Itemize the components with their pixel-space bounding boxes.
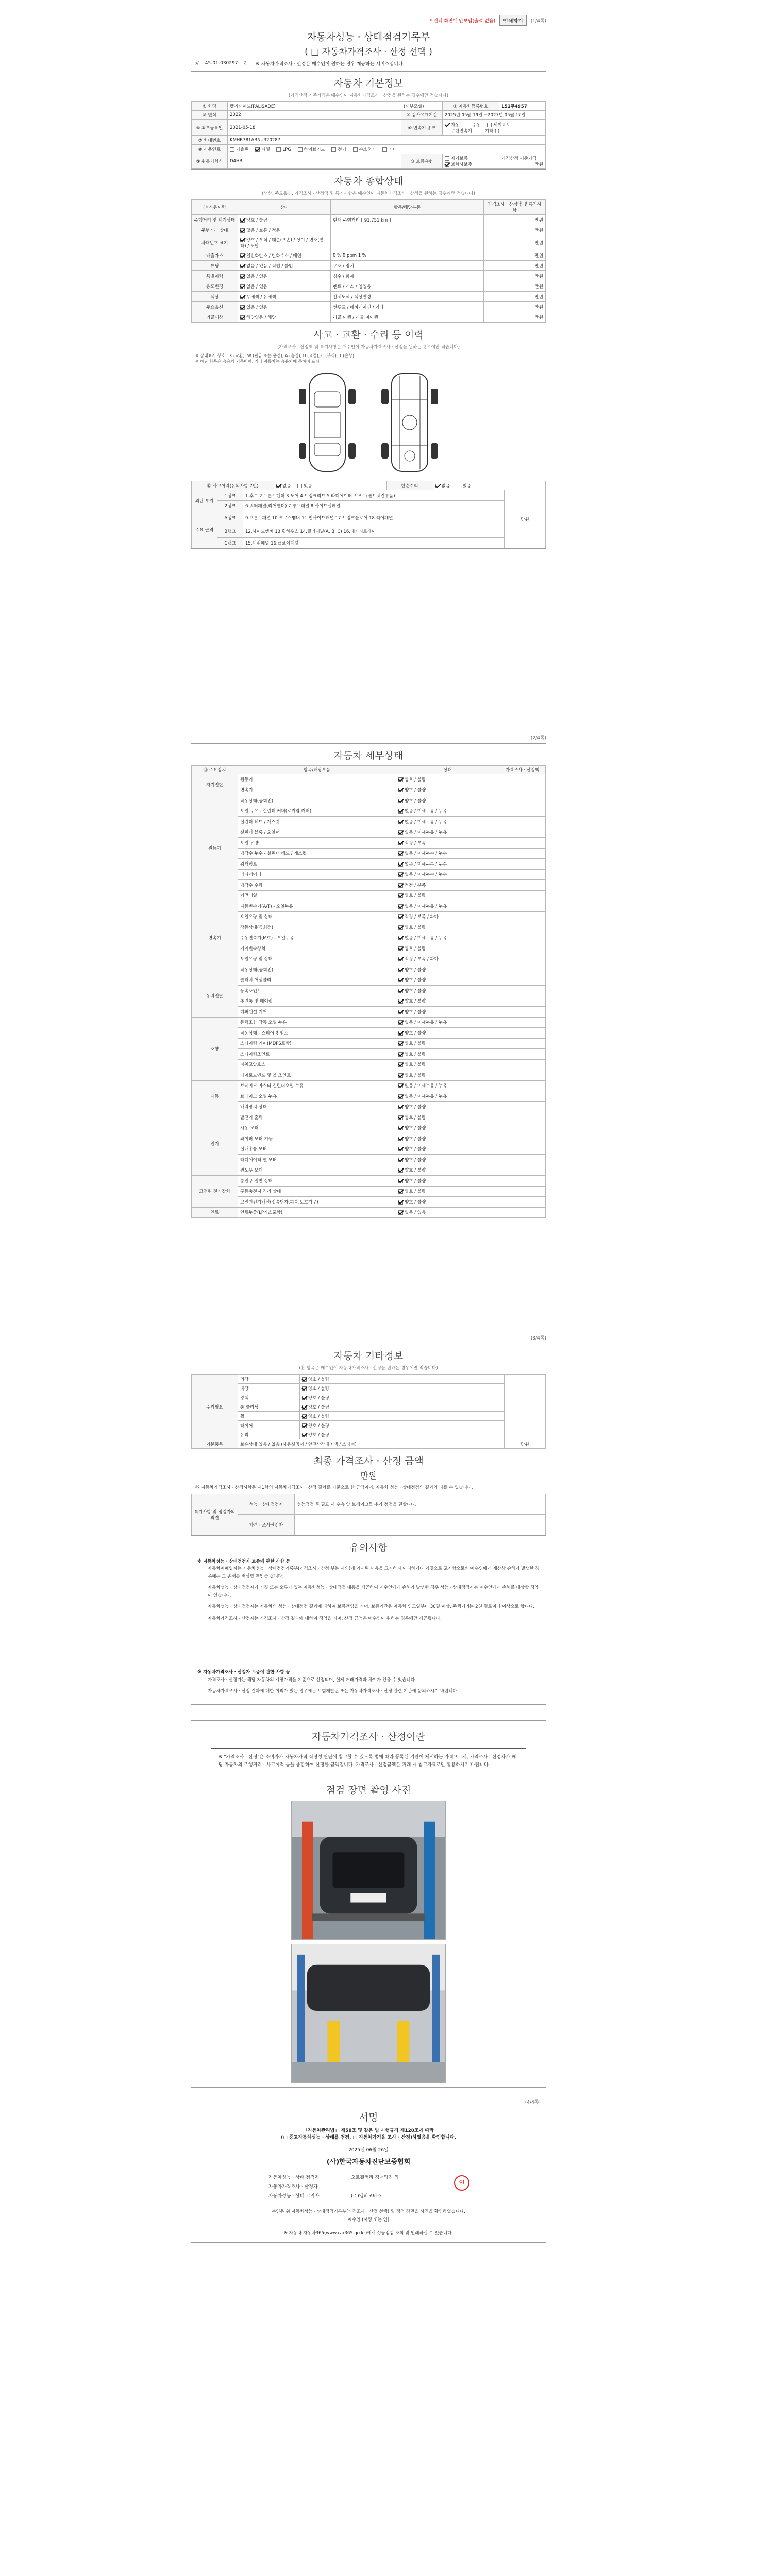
checkbox-semi[interactable] <box>487 123 492 127</box>
doc-subtitle: ( □ 자동차가격조사 · 산정 선택 ) <box>305 47 432 57</box>
checkbox-state[interactable] <box>398 777 403 782</box>
checkbox-hydrogen[interactable] <box>353 147 358 152</box>
checkbox-repair-none[interactable] <box>435 484 440 488</box>
accident-sub: (가격조사 · 산정액 및 특기사항은 매수인이 자동차가격조사 · 산정을 원하는 경우에만 적습니다) <box>277 345 460 350</box>
checkbox-cvt[interactable] <box>445 129 449 133</box>
checkbox-trans-other[interactable] <box>479 129 483 133</box>
general-row: 배출가스 일산화탄소 / 탄화수소 / 매연 0 % 0 ppm 1 % 만원 <box>192 250 546 261</box>
detail-row: 브레이크 오일 누유 없음 / 미세누유 / 누유 <box>192 1091 546 1102</box>
page-3: (3/4쪽) 자동차 기타정보 (⑭ 항목은 매수인이 자동차가격조사 · 산정을 원하는 경우에만 적습니다) 수리필요 외장 양호 / 불량 내장 양호 / 불량 광택 양호 / 불량 룸 클리닝 양호 / 불량 휠 양호 / 불량 타이어 양호 / 불량 유리 양호 / 불량 기본품목 보유상태 있음 / 없음 (사용설명서 / 안전삼각대 / 잭 / 스패너) 만원 최종 가격조사 · 산정 금액 만원 ⑮ 자동차가격조사 · 산정사항은 제1항의 자동차가격조사 · 산정 결과를 기준으로 한 금액이며, 자동차 성능 · 상태점검의 결과와 다를 수 있습니다. 특기사항 및 점검자의 의견 성능 · 상태점검자 성능점검 후 필요 시 우측 앞 브레이크등 추가 점검을 권합니다. 가격 · 조사산정자 유의사항 ※ 자동차성능 · 상태점검자 보증에 관한 사항 등 자동차매매업자는 자동차성능 · 상태점검기록부(가격조사 · 산정 부분 제외)에 기재된 내용을 고지하지 아니하거나 거짓으로 고지함으로써 매수인에게 재산상 손해가 발생한 경우에는 그 손해를 배상할 책임을 집니다. 자동차성능 · 상태점검자가 거짓 또는 오류가 있는 자동차성능 · 상태점검 내용을 제공하여 매수인에게 손해가 발생한 경우 성능 · 상태점검자는 매수인에게 손해를 배상할 책임이 있습니다. 자동차성능 · 상태점검자는 자동차의 성능 · 상태점검 결과에 대하여 보증책임을 지며, 보증기간은 자동차 인도일부터 30일 이상, 주행거리는 2천 킬로미터 이상으로 합니다. 자동차가격조사 · 산정자는 가격조사 · 산정 결과에 대하여 책임을 지며, 산정 금액은 매수인이 원하는 경우에만 제공됩니다. ※ 자동차가격조사 · 산정자 보증에 관한 사항 등 가격조사 · 산정가는 해당 자동차의 시장가격을 기준으로 산정되며, 실제 거래가격과 차이가 있을 수 있습니다. 자동차가격조사 · 산정 결과에 대한 이의가 있는 경우에는 보험개발원 또는 자동차가격조사 · 산정 관련 기관에 문의하시기 바랍니다. 자동차가격조사 · 산정이란 ※ "가격조사 · 산정"은 소비자가 자동차가격 적정성 판단에 참고할 수 있도록 법에 따라 등록된 기관이 제시하는 가격으로서, 가격조사 · 산정자가 해당 자동차의 주행거리 · 사고이력 등을 종합하여 산정한 금액입니다. 가격조사 · 산정금액은 거래 시 참고자료로만 활용하시기 바랍니다. 점검 장면 촬영 사진 (4/4쪽) 서명 「자동차관리법」 제58조 및 같은 법 시행규칙 제120조에 따라 (□ 중고자동차성능 · 상태를 점검, □ 자동차가격을 조사 · 산정)하였음을 확인합니다. 2025년 06월 26일 (사)한국자동차진단보증협회 자동차성능 · 상태 점검자 오토갤러리 경매와진 외 자동차가격조사 · 산정자 자동차성능 · 상태 고지자 (주)엠피모터스 인 본인은 위 자동차성능 · 상태점검기록부(가격조사 · 산정 선택) 및 점검 장면을 사진을 확인하였습니다. 매수인 (서명 또는 인) ※ 자동차 자동차365(www.car365.go.kr)에서 성능점검 조회 및 인쇄하실 수 있습니다. <box>191 1334 546 2243</box>
checkbox-state[interactable] <box>398 1126 403 1130</box>
general-row: 리콜대상 해당없음 / 해당 리콜 이행 / 리콜 미이행 만원 <box>192 312 546 323</box>
checkbox-state[interactable] <box>398 883 403 888</box>
final-amount-unit: 만원 <box>360 1471 377 1481</box>
general-row: 주요옵션 없음 / 있음 썬루프 / 네비게이션 / 기타 만원 <box>192 302 546 312</box>
general-table: ⑪ 사용이력 상태 항목/해당부품 가격조사 · 산정액 및 특기사항 주행거리 및 계기상태 양호 / 불량 현재 주행거리 [ 91,751 km ] 만원 주행거리 상태 많음 / 보통 / 적음 만원 차대번호 표기 양호 / 부식 / 훼손(오손) / 상이 / 변조(변타) / 도말 만원 배출가스 일산화탄소 / 탄화수소 / 매연 0 % 0 ppm 1 % 만원 튜닝 없음 / 있음 / 적법 / 불법 구조 / 장치 만원 특별이력 없음 / 있음 침수 / 화재 만원 용도변경 없음 / 있음 렌트 / 리스 / 영업용 만원 색상 무채색 / 유채색 전체도색 / 색상변경 만원 주요옵션 없음 / 있음 썬루프 / 네비게이션 / 기타 만원 리콜대상 해당없음 / 해당 리콜 이행 / 리콜 미이행 만원 <box>191 199 546 323</box>
checkbox-state[interactable] <box>398 1062 403 1067</box>
detail-row: 타이로드엔드 및 볼 조인트 양호 / 불량 <box>192 1070 546 1081</box>
plate-number: 152무4957 <box>499 102 546 111</box>
checkbox-state[interactable] <box>398 862 403 867</box>
other-sub: (⑭ 항목은 매수인이 자동차가격조사 · 산정을 원하는 경우에만 적습니다) <box>299 1366 438 1371</box>
checkbox-fuel-other[interactable] <box>382 147 387 152</box>
detail-row: 와이퍼 모터 기능 양호 / 불량 <box>192 1133 546 1144</box>
detail-row: 수동변속기(M/T) - 오일누유 없음 / 미세누유 / 누유 <box>192 933 546 943</box>
checkbox-state[interactable] <box>398 1210 403 1215</box>
detail-row: 배력장치 상태 양호 / 불량 <box>192 1101 546 1112</box>
detail-row: 연료 연료누출(LP가스포함) 없음 / 있음 <box>192 1207 546 1218</box>
other-row: 수리필요 외장 양호 / 불량 <box>192 1375 546 1384</box>
checkbox-state[interactable] <box>302 1423 307 1428</box>
detail-row: 작동상태(공회전) 양호 / 불량 <box>192 964 546 975</box>
checkbox-accident-yes[interactable] <box>297 484 302 488</box>
checkbox-state[interactable] <box>398 1137 403 1141</box>
detail-row: 조향 동력조향 작동 오일 누유 없음 / 미세누유 / 누유 <box>192 1017 546 1028</box>
checkbox-state[interactable] <box>398 1200 403 1205</box>
general-row: 주행거리 상태 많음 / 보통 / 적음 만원 <box>192 225 546 235</box>
detail-row: 오일유량 및 상태 적정 / 부족 / 과다 <box>192 954 546 964</box>
checkbox-state[interactable] <box>398 799 403 803</box>
detail-row: 실린더 헤드 / 개스킷 없음 / 미세누유 / 누유 <box>192 817 546 827</box>
detail-row: 라디에이터 없음 / 미세누수 / 누수 <box>192 869 546 880</box>
page-2: (2/4쪽) 자동차 세부상태 ⑬ 주요장치 항목/해당부품 상태 가격조사 · 산정액 자기진단 원동기 양호 / 불량 변속기 양호 / 불량 원동기 작동상태(공회전) 양호 / 불량 오일 누유 - 실린더 커버(로커암 커버) 없음 / 미세누유 / 누유 실린더 헤드 / 개스킷 없음 / 미세누유 / 누유 실린더 블록 / 오일팬 없음 / 미세누유 / 누유 오일 유량 적정 / 부족 냉각수 누수 - 실린더 헤드 / 개스킷 없음 / 미세누수 / 누수 워터펌프 없음 / 미세누수 / 누수 라디에이터 없음 / 미세누수 / 누수 냉각수 수량 적정 / 부족 커먼레일 양호 / 불량 변속기 자동변속기(A/T) - 오일누유 없음 / 미세누유 / 누유 오일유량 및 상태 적정 / 부족 / 과다 작동상태(공회전) 양호 / 불량 수동변속기(M/T) - 오일누유 없음 / 미세누유 / 누유 기어변속장치 양호 / 불량 오일유량 및 상태 적정 / 부족 / 과다 작동상태(공회전) 양호 / 불량 동력전달 클러치 어셈블리 양호 / 불량 등속조인트 양호 / 불량 추진축 및 베어링 양호 / 불량 디퍼렌셜 기어 양호 / 불량 조향 동력조향 작동 오일 누유 없음 / 미세누유 / 누유 작동상태 - 스티어링 펌프 양호 / 불량 스티어링 기어(MDPS포함) 양호 / 불량 스티어링조인트 양호 / 불량 파워고압호스 양호 / 불량 타이로드엔드 및 볼 조인트 양호 / 불량 제동 브레이크 마스터 실린더오일 누유 없음 / 미세누유 / 누유 브레이크 오일 누유 없음 / 미세누유 / 누유 배력장치 상태 양호 / 불량 전기 발전기 출력 양호 / 불량 시동 모터 양호 / 불량 와이퍼 모터 기능 양호 / 불량 실내송풍 모터 양호 / 불량 라디에이터 팬 모터 양호 / 불량 윈도우 모터 양호 / 불량 고전원 전기장치 충전구 절연 상태 양호 / 불량 구동축전지 격리 상태 양호 / 불량 고전원전기배선(접속단자,피복,보호기구) 양호 / 불량 연료 연료누출(LP가스포함) 없음 / 있음 <box>191 734 546 1218</box>
accident-history-table: ⑫ 사고이력(유의사항 7번) 없음 있음 단순수리 없음 있음 <box>191 481 546 490</box>
detail-row: 추진축 및 베어링 양호 / 불량 <box>192 996 546 1007</box>
doc-no-suffix: 호 <box>243 62 248 67</box>
checkbox-self-warranty[interactable] <box>445 156 449 161</box>
print-button[interactable]: 인쇄하기 <box>499 15 527 26</box>
detail-row: 변속기 자동변속기(A/T) - 오일누유 없음 / 미세누유 / 누유 <box>192 901 546 912</box>
checkbox-state[interactable] <box>398 978 403 982</box>
checkbox-repair-yes[interactable] <box>457 484 461 488</box>
checkbox-insurance-warranty[interactable] <box>445 162 449 167</box>
checkbox-state[interactable] <box>240 238 245 242</box>
checkbox-state[interactable] <box>240 305 245 310</box>
checkbox-state[interactable] <box>302 1377 307 1382</box>
checkbox-diesel[interactable] <box>255 147 260 152</box>
page-1 <box>191 14 546 549</box>
checkbox-state[interactable] <box>398 1052 403 1057</box>
checkbox-state[interactable] <box>240 315 245 320</box>
detail-row: 파워고압호스 양호 / 불량 <box>192 1059 546 1070</box>
checkbox-state[interactable] <box>240 295 245 299</box>
detail-row: 등속조인트 양호 / 불량 <box>192 986 546 996</box>
general-row: 용도변경 없음 / 있음 렌트 / 리스 / 영업용 만원 <box>192 281 546 292</box>
other-row: 타이어 양호 / 불량 <box>192 1421 546 1430</box>
header-note: ※ 자동차가격조사 · 산정은 매수인이 원하는 경우 제공하는 서비스입니다. <box>256 62 405 67</box>
checkbox-auto[interactable] <box>445 123 449 127</box>
detail-row: 윈도우 모터 양호 / 불량 <box>192 1165 546 1176</box>
general-row: 튜닝 없음 / 있음 / 적법 / 불법 구조 / 장치 만원 <box>192 261 546 271</box>
detail-row: 실린더 블록 / 오일팬 없음 / 미세누유 / 누유 <box>192 827 546 838</box>
detail-row: 시동 모터 양호 / 불량 <box>192 1123 546 1133</box>
checkbox-state[interactable] <box>398 1010 403 1014</box>
detail-row: 동력전달 클러치 어셈블리 양호 / 불량 <box>192 975 546 986</box>
detail-row: 고전원전기배선(접속단자,피복,보호기구) 양호 / 불량 <box>192 1197 546 1208</box>
checkbox-state[interactable] <box>398 820 403 824</box>
checkbox-state[interactable] <box>240 218 245 223</box>
checkbox-state[interactable] <box>398 830 403 835</box>
checkbox-state[interactable] <box>240 284 245 289</box>
accident-legend-2: ※ 하단 항목은 승용차 기준이며, 기타 자동차는 승용차에 준하여 표시 <box>195 359 320 364</box>
general-sub: (색상, 주요옵션, 가격조사 · 산정액 및 특기사항은 매수인이 자동차가격조사 · 산정을 원하는 경우에만 적습니다) <box>262 191 475 196</box>
checkbox-state[interactable] <box>398 1083 403 1088</box>
checkbox-state[interactable] <box>398 1105 403 1109</box>
checkbox-state[interactable] <box>398 1094 403 1099</box>
detail-row: 고전원 전기장치 충전구 절연 상태 양호 / 불량 <box>192 1176 546 1187</box>
rank-table: 외판 부위 1랭크 1.후드 2.프론트펜더 3.도어 4.트렁크리드 5.라디에이터 서포트(볼트체결부품) 만원 2랭크 6.쿼터패널(리어펜더) 7.루프패널 8.사이드실패널 주요 골격 A랭크 9.프론트패널 10.크로스멤버 11.인사이드패널 17.트렁크플로어 18.리어패널 B랭크 12.사이드멤버 13.휠하우스 14.필러패널(A, B, C) 16.패키지트레이 C랭크 15.대쉬패널 16.플로어패널 <box>191 490 546 548</box>
checkbox-state[interactable] <box>398 788 403 792</box>
detail-title: 자동차 세부상태 <box>333 750 404 761</box>
doc-no-label: 제 <box>195 62 200 67</box>
checkbox-state[interactable] <box>240 274 245 279</box>
checkbox-state[interactable] <box>398 851 403 856</box>
fuel-options: 가솔린 디젤 LPG 하이브리드 전기 수소전기 기타 <box>228 145 546 154</box>
checkbox-state[interactable] <box>398 957 403 961</box>
car-diagram-top-icon <box>296 368 358 477</box>
box-text: ※ "가격조사 · 산정"은 소비자가 자동차가격 적정성 판단에 참고할 수 있도록 법에 따라 등록된 기관이 제시하는 가격으로서, 가격조사 · 산정자가 해당 자동차의 주행거리 · 사고이력 등을 종합하여 산정한 금액입니다. 가격조사 · 산정금액은 거래 시 참고자료로만 활용하시기 바랍니다. <box>211 1748 526 1774</box>
doc-title: 자동차성능 · 상태점검기록부 <box>307 31 430 43</box>
final-note: ⑮ 자동차가격조사 · 산정사항은 제1항의 자동차가격조사 · 산정 결과를 기준으로 한 금액이며, 자동차 성능 · 상태점검의 결과와 다를 수 있습니다. <box>195 1485 473 1490</box>
opinion-table: 특기사항 및 점검자의 의견 성능 · 상태점검자 성능점검 후 필요 시 우측 앞 브레이크등 추가 점검을 권합니다. 가격 · 조사산정자 <box>191 1494 546 1535</box>
detail-row: 작동상태(공회전) 양호 / 불량 <box>192 922 546 933</box>
checkbox-state[interactable] <box>398 1168 403 1173</box>
checkbox-state[interactable] <box>302 1396 307 1400</box>
car-diagrams <box>191 364 546 481</box>
general-row: 주행거리 및 계기상태 양호 / 불량 현재 주행거리 [ 91,751 km ] 만원 <box>192 215 546 225</box>
general-row: 차대번호 표기 양호 / 부식 / 훼손(오손) / 상이 / 변조(변타) / 도말 만원 <box>192 235 546 250</box>
checkbox-gasoline[interactable] <box>230 147 234 152</box>
other-title: 자동차 기타정보 <box>333 1350 404 1362</box>
inspection-photo-under-icon <box>291 1944 446 2083</box>
other-row: 유리 양호 / 불량 <box>192 1430 546 1439</box>
checkbox-state[interactable] <box>398 904 403 909</box>
detail-row: 구동축전지 격리 상태 양호 / 불량 <box>192 1186 546 1197</box>
checkbox-accident-none[interactable] <box>276 484 281 488</box>
photos-title: 점검 장면 촬영 사진 <box>326 1785 411 1797</box>
checkbox-state[interactable] <box>398 1147 403 1151</box>
other-table: 수리필요 외장 양호 / 불량 내장 양호 / 불량 광택 양호 / 불량 룸 클리닝 양호 / 불량 휠 양호 / 불량 타이어 양호 / 불량 유리 양호 / 불량 기본품목 보유상태 있음 / 없음 (사용설명서 / 안전삼각대 / 잭 / 스패너) 만원 <box>191 1374 546 1449</box>
general-row: 색상 무채색 / 유채색 전체도색 / 색상변경 만원 <box>192 292 546 302</box>
box-title: 자동차가격조사 · 산정이란 <box>311 1731 425 1743</box>
detail-row: 자기진단 원동기 양호 / 불량 <box>192 774 546 785</box>
checkbox-state[interactable] <box>398 999 403 1004</box>
detail-row: 냉각수 수량 적정 / 부족 <box>192 880 546 891</box>
checkbox-state[interactable] <box>398 872 403 877</box>
checkbox-state[interactable] <box>398 989 403 993</box>
car-diagram-frame-icon <box>379 368 441 477</box>
basic-sub: (가격산정 기준가격은 매수인이 자동차가격조사 · 산정을 원하는 경우에만 적습니다) <box>288 93 449 98</box>
checkbox-state[interactable] <box>398 946 403 951</box>
page-number: (1/4쪽) <box>530 18 546 24</box>
checkbox-state[interactable] <box>398 1189 403 1194</box>
checkbox-manual[interactable] <box>466 123 470 127</box>
other-row: 룸 클리닝 양호 / 불량 <box>192 1402 546 1412</box>
detail-row: 오일 누유 - 실린더 커버(로커암 커버) 없음 / 미세누유 / 누유 <box>192 806 546 817</box>
sign-title: 서명 <box>359 2112 378 2124</box>
detail-row: 오일유량 및 상태 적정 / 부족 / 과다 <box>192 911 546 922</box>
checkbox-state[interactable] <box>240 228 245 233</box>
checkbox-state[interactable] <box>240 264 245 268</box>
basic-table: ① 차명 팰리세이드(PALISADE) (세부모델) ② 자동차등록번호 152무4957 ③ 연식 2022 ④ 검사유효기간 2025년 05월 19일 ~2027년 05월 17일 ⑤ 최초등록일 2021-05-18 ⑥ 변속기 종류 자동 수동 세미오토 무단변속기 기타 ( ) ⑦ 차대번호 KMHR381ABNU320287 ⑧ 사용연료 가솔린 디젤 LPG 하이브리드 전기 수소전기 기타 ⑨ 원동기형식 D4HB ⑩ 보증유형 자가보증 보험사보증 가격산정 기준가격 만원 <box>191 101 546 169</box>
checkbox-state[interactable] <box>398 936 403 940</box>
other-row: 내장 양호 / 불량 <box>192 1384 546 1393</box>
general-row: 특별이력 없음 / 있음 침수 / 화재 만원 <box>192 271 546 281</box>
detail-row: 커먼레일 양호 / 불량 <box>192 890 546 901</box>
checkbox-state[interactable] <box>398 893 403 898</box>
checkbox-state[interactable] <box>398 1041 403 1046</box>
checkbox-state[interactable] <box>398 1158 403 1162</box>
other-row: 휠 양호 / 불량 <box>192 1412 546 1421</box>
checkbox-state[interactable] <box>398 925 403 930</box>
detail-row: 원동기 작동상태(공회전) 양호 / 불량 <box>192 795 546 806</box>
notes-title: 유의사항 <box>349 1542 388 1553</box>
detail-row: 변속기 양호 / 불량 <box>192 785 546 795</box>
detail-row: 실내송풍 모터 양호 / 불량 <box>192 1144 546 1155</box>
accident-title: 사고 · 교환 · 수리 등 이력 <box>313 329 424 341</box>
detail-row: 제동 브레이크 마스터 실린더오일 누유 없음 / 미세누유 / 누유 <box>192 1080 546 1091</box>
detail-row: 스티어링조인트 양호 / 불량 <box>192 1049 546 1060</box>
checkbox-state[interactable] <box>398 1073 403 1078</box>
checkbox-hybrid[interactable] <box>298 147 303 152</box>
detail-row: 스티어링 기어(MDPS포함) 양호 / 불량 <box>192 1038 546 1049</box>
inspection-photo-front-icon <box>291 1801 446 1940</box>
checkbox-electric[interactable] <box>331 147 336 152</box>
checkbox-state[interactable] <box>398 968 403 972</box>
checkbox-state[interactable] <box>398 1031 403 1036</box>
checkbox-lpg[interactable] <box>276 147 281 152</box>
final-title: 최종 가격조사 · 산정 금액 <box>313 1455 424 1467</box>
basic-title: 자동차 기본정보 <box>333 78 404 89</box>
doc-no: 45-01-030297 <box>203 61 240 66</box>
checkbox-state[interactable] <box>302 1405 307 1410</box>
detail-row: 냉각수 누수 - 실린더 헤드 / 개스킷 없음 / 미세누수 / 누수 <box>192 848 546 859</box>
detail-row: 라디에이터 팬 모터 양호 / 불량 <box>192 1155 546 1165</box>
detail-row: 워터펌프 없음 / 미세누수 / 누수 <box>192 859 546 870</box>
detail-row: 디퍼렌셜 기어 양호 / 불량 <box>192 1007 546 1018</box>
detail-row: 기어변속장치 양호 / 불량 <box>192 943 546 954</box>
checkbox-state[interactable] <box>302 1386 307 1391</box>
checkbox-state[interactable] <box>240 253 245 258</box>
seal-icon: 인 <box>454 2175 469 2191</box>
accident-legend-1: ※ 상태표시 부호 : X (교환), W (판금 또는 용접), A (흠집), U (요철), C (부식), T (손상) <box>195 353 355 358</box>
checkbox-state[interactable] <box>398 1179 403 1183</box>
checkbox-state[interactable] <box>398 1115 403 1120</box>
print-notice: 프린터 화면에 안보임(출력 없음) <box>429 18 496 24</box>
other-row: 광택 양호 / 불량 <box>192 1393 546 1402</box>
detail-table: ⑬ 주요장치 항목/해당부품 상태 가격조사 · 산정액 자기진단 원동기 양호 / 불량 변속기 양호 / 불량 원동기 작동상태(공회전) 양호 / 불량 오일 누유 - 실린더 커버(로커암 커버) 없음 / 미세누유 / 누유 실린더 헤드 / 개스킷 없음 / 미세누유 / 누유 실린더 블록 / 오일팬 없음 / 미세누유 / 누유 오일 유량 적정 / 부족 냉각수 누수 - 실린더 헤드 / 개스킷 없음 / 미세누수 / 누수 워터펌프 없음 / 미세누수 / 누수 라디에이터 없음 / 미세누수 / 누수 냉각수 수량 적정 / 부족 커먼레일 양호 / 불량 변속기 자동변속기(A/T) - 오일누유 없음 / 미세누유 / 누유 오일유량 및 상태 적정 / 부족 / 과다 작동상태(공회전) 양호 / 불량 수동변속기(M/T) - 오일누유 없음 / 미세누유 / 누유 기어변속장치 양호 / 불량 오일유량 및 상태 적정 / 부족 / 과다 작동상태(공회전) 양호 / 불량 동력전달 클러치 어셈블리 양호 / 불량 등속조인트 양호 / 불량 추진축 및 베어링 양호 / 불량 디퍼렌셜 기어 양호 / 불량 조향 동력조향 작동 오일 누유 없음 / 미세누유 / 누유 작동상태 - 스티어링 펌프 양호 / 불량 스티어링 기어(MDPS포함) 양호 / 불량 스티어링조인트 양호 / 불량 파워고압호스 양호 / 불량 타이로드엔드 및 볼 조인트 양호 / 불량 제동 브레이크 마스터 실린더오일 누유 없음 / 미세누유 / 누유 브레이크 오일 누유 없음 / 미세누유 / 누유 배력장치 상태 양호 / 불량 전기 발전기 출력 양호 / 불량 시동 모터 양호 / 불량 와이퍼 모터 기능 양호 / 불량 실내송풍 모터 양호 / 불량 라디에이터 팬 모터 양호 / 불량 윈도우 모터 양호 / 불량 고전원 전기장치 충전구 절연 상태 양호 / 불량 구동축전지 격리 상태 양호 / 불량 고전원전기배선(접속단자,피복,보호기구) 양호 / 불량 연료 연료누출(LP가스포함) 없음 / 있음 <box>191 765 546 1218</box>
general-title: 자동차 종합상태 <box>333 176 404 187</box>
detail-row: 오일 유량 적정 / 부족 <box>192 838 546 849</box>
checkbox-state[interactable] <box>302 1433 307 1437</box>
detail-row: 작동상태 - 스티어링 펌프 양호 / 불량 <box>192 1028 546 1039</box>
checkbox-state[interactable] <box>398 809 403 814</box>
checkbox-state[interactable] <box>302 1414 307 1419</box>
transmission-options: 자동 수동 세미오토 무단변속기 기타 ( ) <box>443 120 546 136</box>
detail-row: 전기 발전기 출력 양호 / 불량 <box>192 1112 546 1123</box>
checkbox-state[interactable] <box>398 841 403 845</box>
checkbox-state[interactable] <box>398 914 403 919</box>
checkbox-state[interactable] <box>398 1020 403 1025</box>
